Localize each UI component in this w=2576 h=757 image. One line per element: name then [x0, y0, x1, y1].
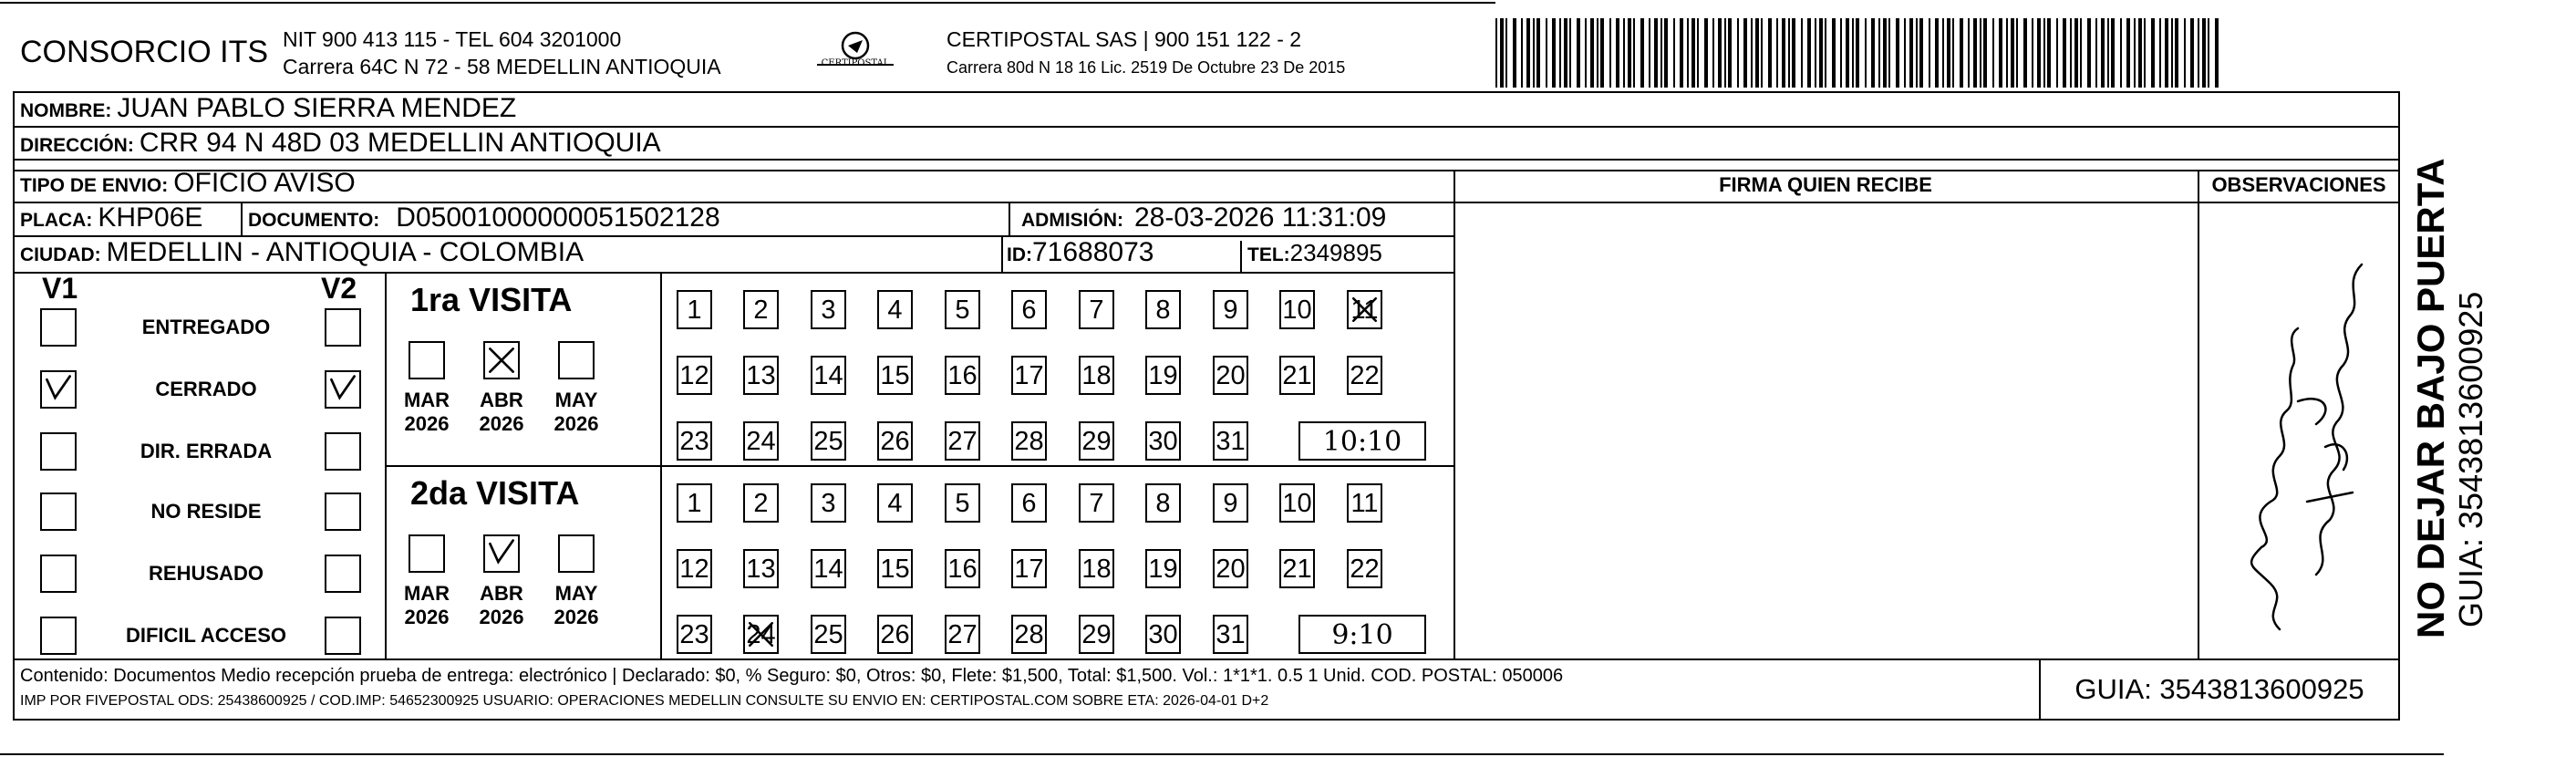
tipo-value: OFICIO AVISO: [173, 168, 356, 198]
v1-checkbox[interactable]: [40, 370, 77, 409]
status-label: DIR. ERRADA: [140, 440, 273, 462]
documento-row: [248, 202, 720, 233]
v2-checkbox[interactable]: [325, 432, 361, 471]
month-checkbox[interactable]: [483, 341, 520, 379]
month-checkbox[interactable]: [409, 341, 445, 379]
v2-label: V2: [321, 272, 357, 305]
day-box[interactable]: 14: [811, 356, 846, 395]
day-box[interactable]: 31: [1213, 421, 1248, 461]
admision-value: 28-03-2026 11:31:09: [1134, 202, 1387, 233]
month-label: ABR 2026: [479, 582, 524, 628]
day-box[interactable]: 8: [1145, 290, 1181, 329]
certipostal-logo: [810, 27, 901, 78]
day-box[interactable]: 27: [945, 421, 980, 461]
placa-value: KHP06E: [98, 202, 203, 233]
documento-label: DOCUMENTO:: [248, 210, 380, 231]
check-mark-icon: [485, 343, 518, 378]
month-checkbox[interactable]: [558, 534, 595, 573]
day-box[interactable]: 28: [1011, 615, 1047, 654]
day-box[interactable]: 2: [743, 483, 779, 523]
ciudad-row: [20, 237, 584, 268]
ciudad-value: MEDELLIN - ANTIOQUIA - COLOMBIA: [106, 237, 585, 267]
day-box[interactable]: 18: [1079, 549, 1114, 588]
day-box[interactable]: 5: [945, 483, 980, 523]
placa-label: PLACA:: [20, 210, 93, 231]
status-label: REHUSADO: [149, 562, 264, 585]
day-box[interactable]: 3: [811, 483, 846, 523]
day-box[interactable]: 15: [877, 549, 913, 588]
day-box[interactable]: 19: [1145, 549, 1181, 588]
top-border: [0, 2, 1495, 4]
day-box[interactable]: 1: [677, 483, 712, 523]
direccion-value: CRR 94 N 48D 03 MEDELLIN ANTIOQUIA: [139, 128, 661, 158]
day-box[interactable]: 18: [1079, 356, 1114, 395]
documento-value: D05001000000051502128: [396, 202, 720, 233]
v2-checkbox[interactable]: [325, 370, 361, 409]
day-box[interactable]: 11: [1347, 483, 1382, 523]
day-box[interactable]: 20: [1213, 549, 1248, 588]
day-box[interactable]: 24: [743, 615, 779, 654]
day-box[interactable]: 30: [1145, 421, 1181, 461]
day-box[interactable]: 31: [1213, 615, 1248, 654]
day-box[interactable]: 26: [877, 615, 913, 654]
day-box[interactable]: 5: [945, 290, 980, 329]
day-box[interactable]: 7: [1079, 483, 1114, 523]
ciudad-label: CIUDAD:: [20, 244, 101, 265]
visit-time: 9:10: [1298, 615, 1426, 654]
footer-guia: GUIA: 3543813600925: [2074, 673, 2364, 705]
side-text: [2409, 91, 2528, 638]
placa-row: [20, 202, 202, 233]
v1-checkbox[interactable]: [40, 617, 77, 655]
check-mark-icon: [1349, 292, 1381, 327]
v2-checkbox[interactable]: [325, 617, 361, 655]
observaciones-header: OBSERVACIONES: [2211, 173, 2386, 196]
day-box[interactable]: 12: [677, 549, 712, 588]
day-box[interactable]: 19: [1145, 356, 1181, 395]
v2-checkbox[interactable]: [325, 308, 361, 347]
day-box[interactable]: 13: [743, 356, 779, 395]
day-box[interactable]: 16: [945, 549, 980, 588]
status-label: NO RESIDE: [150, 500, 262, 523]
tel-value: 2349895: [1289, 239, 1382, 266]
month-checkbox[interactable]: [558, 341, 595, 379]
day-box[interactable]: 11: [1347, 290, 1382, 329]
footer-contenido: Contenido: Documentos Medio recepción prueba de entrega: electrónico | Declarado: $0, % Seguro: $0, Otros: $0, Flete: $1,500, Total: $1,500. Vol.: 1*1*1. 0.5 1 Unid. COD. POSTAL: 050006: [20, 666, 1564, 686]
admision-row: [1021, 202, 1386, 233]
tipo-label: TIPO DE ENVIO:: [20, 175, 169, 196]
company-nit: NIT 900 413 115 - TEL 604 3201000: [283, 27, 622, 51]
day-box[interactable]: 23: [677, 421, 712, 461]
day-box[interactable]: 28: [1011, 421, 1047, 461]
day-box[interactable]: 29: [1079, 421, 1114, 461]
admision-label: ADMISIÓN:: [1021, 210, 1123, 231]
tipo-row: [20, 168, 356, 199]
day-box[interactable]: 27: [945, 615, 980, 654]
status-label: DIFICIL ACCESO: [125, 624, 286, 647]
day-box[interactable]: 21: [1279, 549, 1315, 588]
day-box[interactable]: 3: [811, 290, 846, 329]
day-box[interactable]: 20: [1213, 356, 1248, 395]
day-box[interactable]: 10: [1279, 290, 1315, 329]
logo-text: CERTIPOSTAL: [821, 58, 890, 68]
tel-label: TEL:: [1247, 244, 1290, 265]
day-box[interactable]: 30: [1145, 615, 1181, 654]
day-box[interactable]: 9: [1213, 483, 1248, 523]
day-box[interactable]: 10: [1279, 483, 1315, 523]
nombre-label: NOMBRE:: [20, 100, 112, 121]
direccion-row: [20, 128, 661, 159]
id-label: ID:: [1007, 244, 1032, 265]
day-box[interactable]: 6: [1011, 483, 1047, 523]
status-label: CERRADO: [155, 378, 257, 400]
day-box[interactable]: 7: [1079, 290, 1114, 329]
v2-checkbox[interactable]: [325, 493, 361, 531]
check-mark-icon: [326, 372, 359, 407]
day-box[interactable]: 17: [1011, 356, 1047, 395]
check-mark-icon: [42, 372, 75, 407]
visit-title: 1ra VISITA: [410, 281, 573, 318]
month-label: MAR 2026: [403, 389, 450, 435]
day-box[interactable]: 24: [743, 421, 779, 461]
v1-checkbox[interactable]: [40, 308, 77, 347]
month-label: MAR 2026: [403, 582, 450, 628]
company-name: CONSORCIO ITS: [20, 35, 269, 69]
day-box[interactable]: 13: [743, 549, 779, 588]
month-checkbox[interactable]: [409, 534, 445, 573]
check-mark-icon: [745, 617, 777, 652]
barcode: [1495, 18, 2225, 88]
carrier-name: CERTIPOSTAL SAS | 900 151 122 - 2: [947, 27, 1302, 51]
day-box[interactable]: 6: [1011, 290, 1047, 329]
day-box[interactable]: 22: [1347, 356, 1382, 395]
direccion-label: DIRECCIÓN:: [20, 135, 134, 156]
nombre-value: JUAN PABLO SIERRA MENDEZ: [117, 93, 517, 123]
day-box[interactable]: 9: [1213, 290, 1248, 329]
visit-time: 10:10: [1298, 421, 1426, 461]
day-box[interactable]: 8: [1145, 483, 1181, 523]
footer-imp: IMP POR FIVEPOSTAL ODS: 25438600925 / COD.IMP: 54652300925 USUARIO: OPERACIONES MEDELLIN CONSULTE SU ENVIO EN: CERTIPOSTAL.COM SOBRE ETA: 2026-04-01 D+2: [20, 693, 1269, 709]
v1-checkbox[interactable]: [40, 432, 77, 471]
day-box[interactable]: 1: [677, 290, 712, 329]
day-box[interactable]: 23: [677, 615, 712, 654]
check-mark-icon: [485, 536, 518, 571]
day-box[interactable]: 29: [1079, 615, 1114, 654]
day-box[interactable]: 12: [677, 356, 712, 395]
month-checkbox[interactable]: [483, 534, 520, 573]
month-label: MAY 2026: [553, 389, 599, 435]
id-value: 71688073: [1032, 237, 1154, 267]
bottom-border: [0, 753, 2444, 755]
signature: [2207, 228, 2389, 648]
day-box[interactable]: 4: [877, 290, 913, 329]
day-box[interactable]: 22: [1347, 549, 1382, 588]
status-label: ENTREGADO: [141, 316, 271, 338]
day-box[interactable]: 25: [811, 615, 846, 654]
day-box[interactable]: 21: [1279, 356, 1315, 395]
side-guia: GUIA: 3543813600925: [2452, 291, 2489, 627]
v1-label: V1: [42, 272, 78, 305]
v1-checkbox[interactable]: [40, 555, 77, 593]
nombre-row: [20, 93, 516, 124]
carrier-address: Carrera 80d N 18 16 Lic. 2519 De Octubre 23 De 2015: [947, 58, 1346, 77]
id-row: [1007, 237, 1154, 268]
day-box[interactable]: 25: [811, 421, 846, 461]
firma-header: FIRMA QUIEN RECIBE: [1719, 173, 1932, 196]
v1-checkbox[interactable]: [40, 493, 77, 531]
day-box[interactable]: 4: [877, 483, 913, 523]
day-box[interactable]: 16: [945, 356, 980, 395]
day-box[interactable]: 26: [877, 421, 913, 461]
month-label: MAY 2026: [553, 582, 599, 628]
day-box[interactable]: 15: [877, 356, 913, 395]
month-label: ABR 2026: [479, 389, 524, 435]
day-box[interactable]: 2: [743, 290, 779, 329]
visit-title: 2da VISITA: [410, 474, 580, 512]
tel-row: [1247, 239, 1382, 267]
day-box[interactable]: 17: [1011, 549, 1047, 588]
day-box[interactable]: 14: [811, 549, 846, 588]
v2-checkbox[interactable]: [325, 555, 361, 593]
side-warning: NO DEJAR BAJO PUERTA: [2409, 158, 2452, 638]
company-address: Carrera 64C N 72 - 58 MEDELLIN ANTIOQUIA: [283, 55, 721, 78]
